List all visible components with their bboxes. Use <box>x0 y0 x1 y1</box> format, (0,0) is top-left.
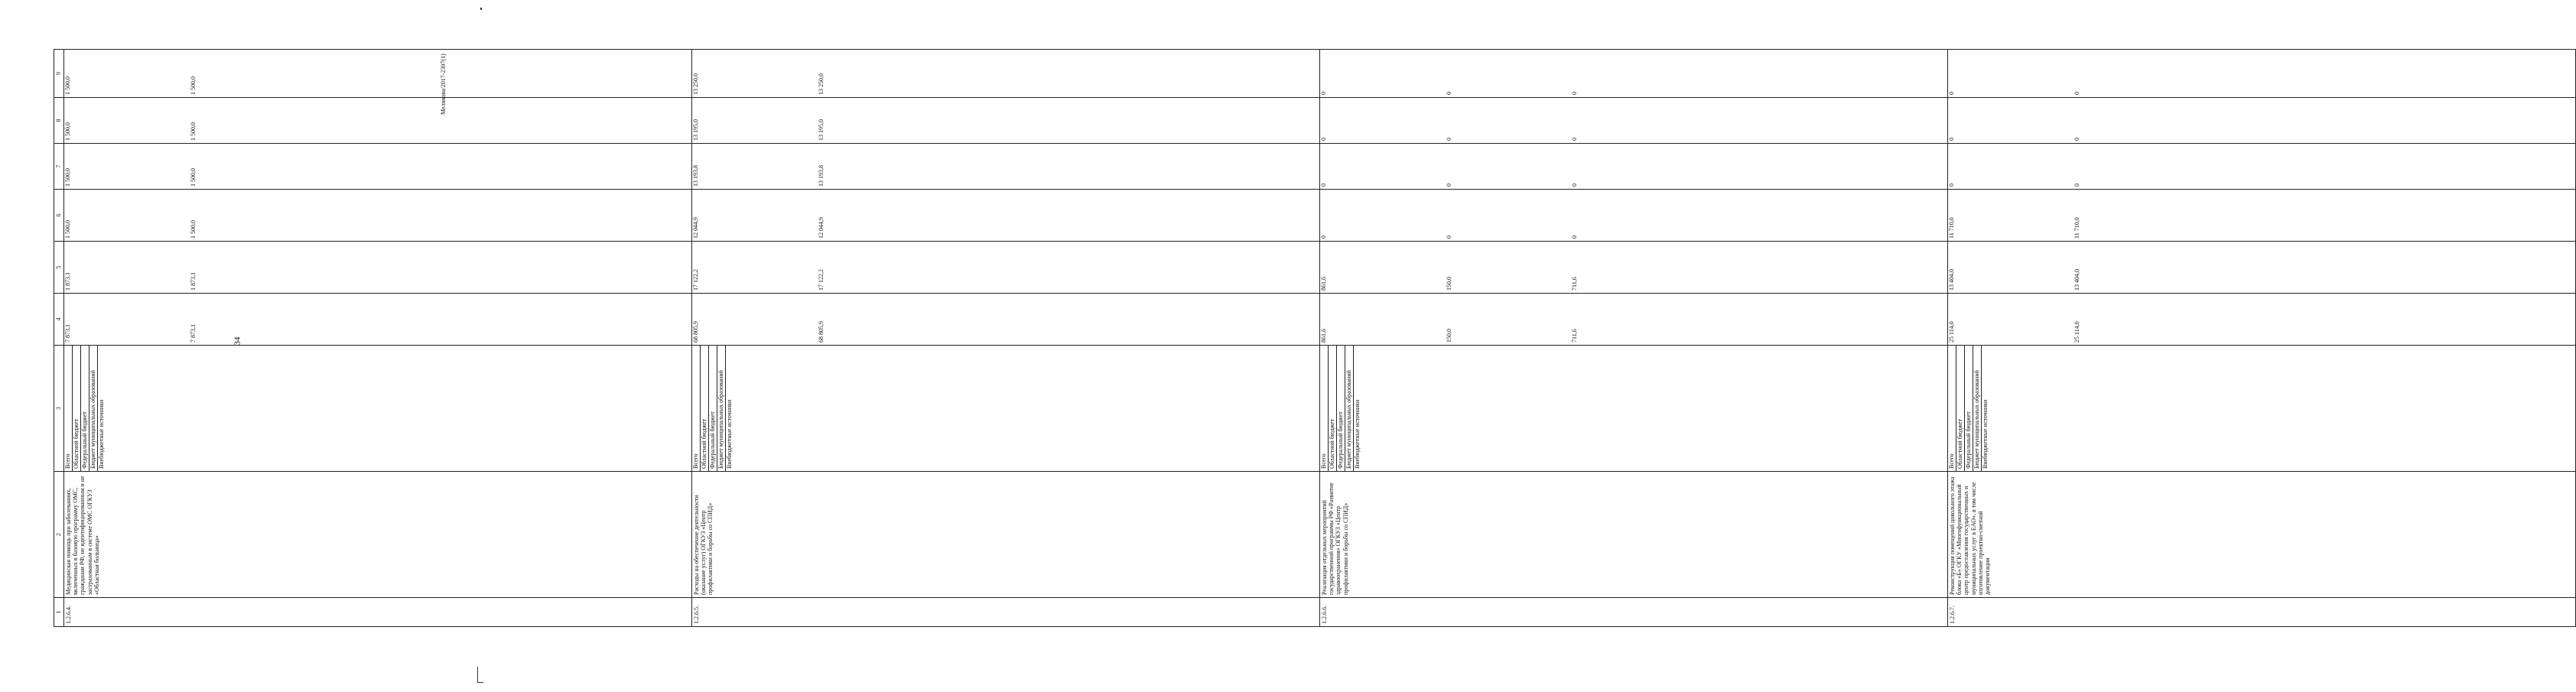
amount-value <box>1696 294 1822 345</box>
amount-cell <box>1320 98 1948 144</box>
amount-cell <box>64 242 692 294</box>
edge-mark <box>480 8 482 10</box>
amount-value: 17 122,2 <box>692 269 699 291</box>
amount-value <box>1822 50 1947 97</box>
amount-cell <box>1948 242 2576 294</box>
amount-cell <box>64 144 692 190</box>
amount-value <box>1696 190 1822 241</box>
amount-value <box>1822 190 1947 241</box>
amount-value <box>566 98 691 143</box>
amount-value <box>566 50 691 97</box>
amount-value: 0 <box>1571 138 1578 141</box>
column-header: 2 <box>54 472 64 598</box>
amount-value: 13 404,0 <box>1948 269 1955 291</box>
amount-value <box>441 242 566 293</box>
amount-value <box>2450 294 2575 345</box>
funding-source: Всего <box>64 346 73 471</box>
amount-value <box>943 242 1068 293</box>
amount-value <box>1068 144 1194 189</box>
amount-cell <box>1948 294 2576 346</box>
amount-value <box>1194 50 1319 97</box>
funding-source: Областной бюджет <box>701 346 709 471</box>
funding-source: Федеральный бюджет <box>709 346 717 471</box>
amount-value <box>2324 50 2450 97</box>
amount-value <box>1068 242 1194 293</box>
amount-cell <box>1320 144 1948 190</box>
amount-value: 0 <box>1320 184 1327 187</box>
amount-value <box>441 50 566 97</box>
amount-cell <box>692 144 1320 190</box>
row-name: Расходы на обеспечение деятельности (оказание услуг) ОГКУЗ «Центр профилактики и борьбы со СПИД» <box>692 472 1320 598</box>
column-header: 8 <box>54 98 64 144</box>
amount-value: 0 <box>1446 236 1452 239</box>
amount-value: 25 114,0 <box>1948 321 1955 343</box>
amount-cell <box>1320 242 1948 294</box>
amount-value: 13 195,0 <box>692 119 699 141</box>
funding-source: Бюджет муниципальных образований <box>89 346 98 471</box>
column-header: 1 <box>54 598 64 627</box>
amount-value: 1 500,0 <box>190 168 197 187</box>
amount-value: 0 <box>1320 138 1327 141</box>
amount-value <box>2450 98 2575 143</box>
amount-value <box>315 98 441 143</box>
amount-value <box>315 144 441 189</box>
row-code: 1.2.6.5. <box>692 598 1320 627</box>
amount-value <box>566 144 691 189</box>
table-row <box>1948 50 2576 627</box>
table-row <box>64 50 692 627</box>
row-code: 1.2.6.4. <box>64 598 692 627</box>
header-row <box>54 50 64 627</box>
funding-source: Федеральный бюджет <box>1965 346 1973 471</box>
amount-value: 13 195,0 <box>818 119 825 141</box>
amount-value: 1 500,0 <box>64 168 71 187</box>
amount-value <box>1822 98 1947 143</box>
amount-cell <box>692 98 1320 144</box>
amount-cell <box>1948 190 2576 242</box>
amount-cell <box>1320 190 1948 242</box>
page-number: 34 <box>233 336 242 346</box>
amount-value <box>1194 190 1319 241</box>
amount-value: 711,6 <box>1571 329 1578 343</box>
amount-value <box>943 98 1068 143</box>
amount-value <box>315 242 441 293</box>
funding-source: Внебюджетные источники <box>98 399 105 469</box>
amount-cell <box>692 190 1320 242</box>
amount-value: 861,6 <box>1320 329 1327 343</box>
amount-value: 0 <box>1571 92 1578 95</box>
document-reference: Меликова/2017-2307(1) <box>440 54 447 115</box>
amount-value: 17 122,2 <box>818 269 825 291</box>
amount-value: 1 873,1 <box>190 272 197 291</box>
amount-value <box>943 144 1068 189</box>
amount-value <box>1068 190 1194 241</box>
amount-value: 13 250,0 <box>818 73 825 95</box>
amount-value: 0 <box>1320 236 1327 239</box>
amount-cell <box>1948 50 2576 98</box>
amount-value: 12 044,9 <box>818 217 825 239</box>
amount-value <box>2199 50 2324 97</box>
amount-value: 0 <box>1446 138 1452 141</box>
amount-value <box>315 294 441 345</box>
amount-cell <box>692 242 1320 294</box>
amount-value: 150,0 <box>1446 277 1452 291</box>
amount-value: 0 <box>1571 184 1578 187</box>
amount-value: 25 114,0 <box>2073 321 2080 343</box>
amount-value <box>1068 98 1194 143</box>
amount-value: 12 044,9 <box>692 217 699 239</box>
amount-value <box>441 294 566 345</box>
budget-table <box>54 49 2576 627</box>
row-code: 1.2.6.7. <box>1948 598 2576 627</box>
amount-value: 150,0 <box>1446 329 1452 343</box>
amount-cell <box>1320 50 1948 98</box>
amount-value <box>2450 50 2575 97</box>
amount-cell <box>64 98 692 144</box>
amount-cell <box>1320 294 1948 346</box>
amount-value <box>2324 294 2450 345</box>
amount-value: 11 710,0 <box>1948 217 1955 239</box>
amount-value: 1 873,1 <box>64 272 71 291</box>
amount-value <box>1696 242 1822 293</box>
amount-cell <box>692 50 1320 98</box>
amount-value: 0 <box>1948 92 1955 95</box>
amount-value: 13 193,8 <box>818 165 825 187</box>
amount-cell <box>692 294 1320 346</box>
amount-value: 0 <box>1446 92 1452 95</box>
amount-value <box>441 190 566 241</box>
amount-value <box>1822 144 1947 189</box>
column-header: 5 <box>54 242 64 294</box>
amount-value <box>1068 294 1194 345</box>
amount-value: 1 500,0 <box>190 220 197 239</box>
funding-source: Областной бюджет <box>1329 346 1337 471</box>
amount-value: 1 500,0 <box>64 220 71 239</box>
funding-source: Областной бюджет <box>73 346 81 471</box>
amount-value: 11 710,0 <box>2073 217 2080 239</box>
amount-value: 13 193,8 <box>692 165 699 187</box>
amount-value: 0 <box>2073 184 2080 187</box>
amount-value: 1 500,0 <box>190 122 197 141</box>
row-name: Медицинская помощь при заболеваниях, включенных в базовую программу ОМС, гражданам РФ, не идентифицированным и не застрахованным в системе ОМС ОГКУЗ «Областная больница» <box>64 472 692 598</box>
amount-value: 0 <box>1571 236 1578 239</box>
funding-source: Внебюджетные источники <box>1354 399 1361 469</box>
amount-value <box>2450 144 2575 189</box>
amount-value <box>1194 294 1319 345</box>
row-name: Реконструкция помещений цокольного этажа блока «Б» ОГКУ «Многофункциональный центр предоставления государственных и муниципальных услуг в ЕАО», в том числе изготовление проектно-сметной документации <box>1948 472 2576 598</box>
amount-value: 13 404,0 <box>2073 269 2080 291</box>
amount-value <box>2199 294 2324 345</box>
amount-value <box>1822 294 1947 345</box>
amount-value: 0 <box>2073 92 2080 95</box>
funding-source: Бюджет муниципальных образований <box>1345 346 1354 471</box>
amount-value <box>2199 98 2324 143</box>
amount-value <box>2199 144 2324 189</box>
amount-value <box>2324 98 2450 143</box>
amount-value: 68 805,9 <box>692 321 699 343</box>
amount-value <box>2324 144 2450 189</box>
amount-value: 711,6 <box>1571 277 1578 291</box>
amount-value: 1 500,0 <box>64 76 71 95</box>
amount-value <box>1068 50 1194 97</box>
amount-value <box>943 50 1068 97</box>
funding-source: Всего <box>1320 346 1329 471</box>
amount-value <box>315 50 441 97</box>
amount-value <box>1822 242 1947 293</box>
amount-cell <box>64 50 692 98</box>
amount-value: 0 <box>1320 92 1327 95</box>
row-name: Реализация отдельных мероприятий государственной программы РФ «Развитие здравоохранения» ОГКУЗ «Центр профилактики и борьбы со СПИД» <box>1320 472 1948 598</box>
funding-sources <box>1948 346 2576 472</box>
amount-value: 7 873,1 <box>190 324 197 343</box>
amount-value <box>1194 98 1319 143</box>
funding-sources <box>692 346 1320 472</box>
amount-value <box>1696 144 1822 189</box>
amount-value <box>441 144 566 189</box>
funding-source: Внебюджетные источники <box>1982 399 1989 469</box>
funding-source: Федеральный бюджет <box>81 346 89 471</box>
amount-value <box>1696 50 1822 97</box>
column-header: 6 <box>54 190 64 242</box>
amount-value <box>315 190 441 241</box>
funding-sources <box>64 346 692 472</box>
funding-source: Бюджет муниципальных образований <box>1973 346 1982 471</box>
funding-source: Областной бюджет <box>1956 346 1965 471</box>
funding-sources <box>1320 346 1948 472</box>
funding-source: Внебюджетные источники <box>726 399 733 469</box>
amount-value <box>2450 190 2575 241</box>
amount-cell <box>64 190 692 242</box>
funding-source: Всего <box>1948 346 1956 471</box>
amount-value <box>1194 242 1319 293</box>
amount-value: 1 500,0 <box>190 76 197 95</box>
column-header: 3 <box>54 346 64 472</box>
amount-value: 68 805,9 <box>818 321 825 343</box>
amount-value <box>441 98 566 143</box>
amount-value <box>566 190 691 241</box>
amount-value <box>943 294 1068 345</box>
amount-cell <box>64 294 692 346</box>
amount-value: 7 873,1 <box>64 324 71 343</box>
table-row <box>692 50 1320 627</box>
amount-value: 0 <box>1446 184 1452 187</box>
funding-source: Бюджет муниципальных образований <box>717 346 726 471</box>
amount-value <box>2450 242 2575 293</box>
amount-value <box>2324 190 2450 241</box>
amount-value <box>566 242 691 293</box>
table-body <box>64 50 2576 627</box>
amount-value: 861,6 <box>1320 277 1327 291</box>
amount-value: 13 250,0 <box>692 73 699 95</box>
amount-value <box>943 190 1068 241</box>
amount-value <box>2199 242 2324 293</box>
amount-value <box>566 294 691 345</box>
amount-value: 1 500,0 <box>64 122 71 141</box>
column-header: 9 <box>54 50 64 98</box>
funding-source: Всего <box>692 346 701 471</box>
amount-value <box>2199 190 2324 241</box>
corner-mark <box>477 667 483 683</box>
table-row <box>1320 50 1948 627</box>
row-code: 1.2.6.6. <box>1320 598 1948 627</box>
amount-value <box>1696 98 1822 143</box>
amount-value <box>2324 242 2450 293</box>
amount-cell <box>1948 144 2576 190</box>
amount-value: 0 <box>1948 184 1955 187</box>
amount-cell <box>1948 98 2576 144</box>
amount-value: 0 <box>1948 138 1955 141</box>
amount-value <box>1194 144 1319 189</box>
amount-value: 0 <box>2073 138 2080 141</box>
funding-source: Федеральный бюджет <box>1337 346 1345 471</box>
column-header: 4 <box>54 294 64 346</box>
column-header: 7 <box>54 144 64 190</box>
